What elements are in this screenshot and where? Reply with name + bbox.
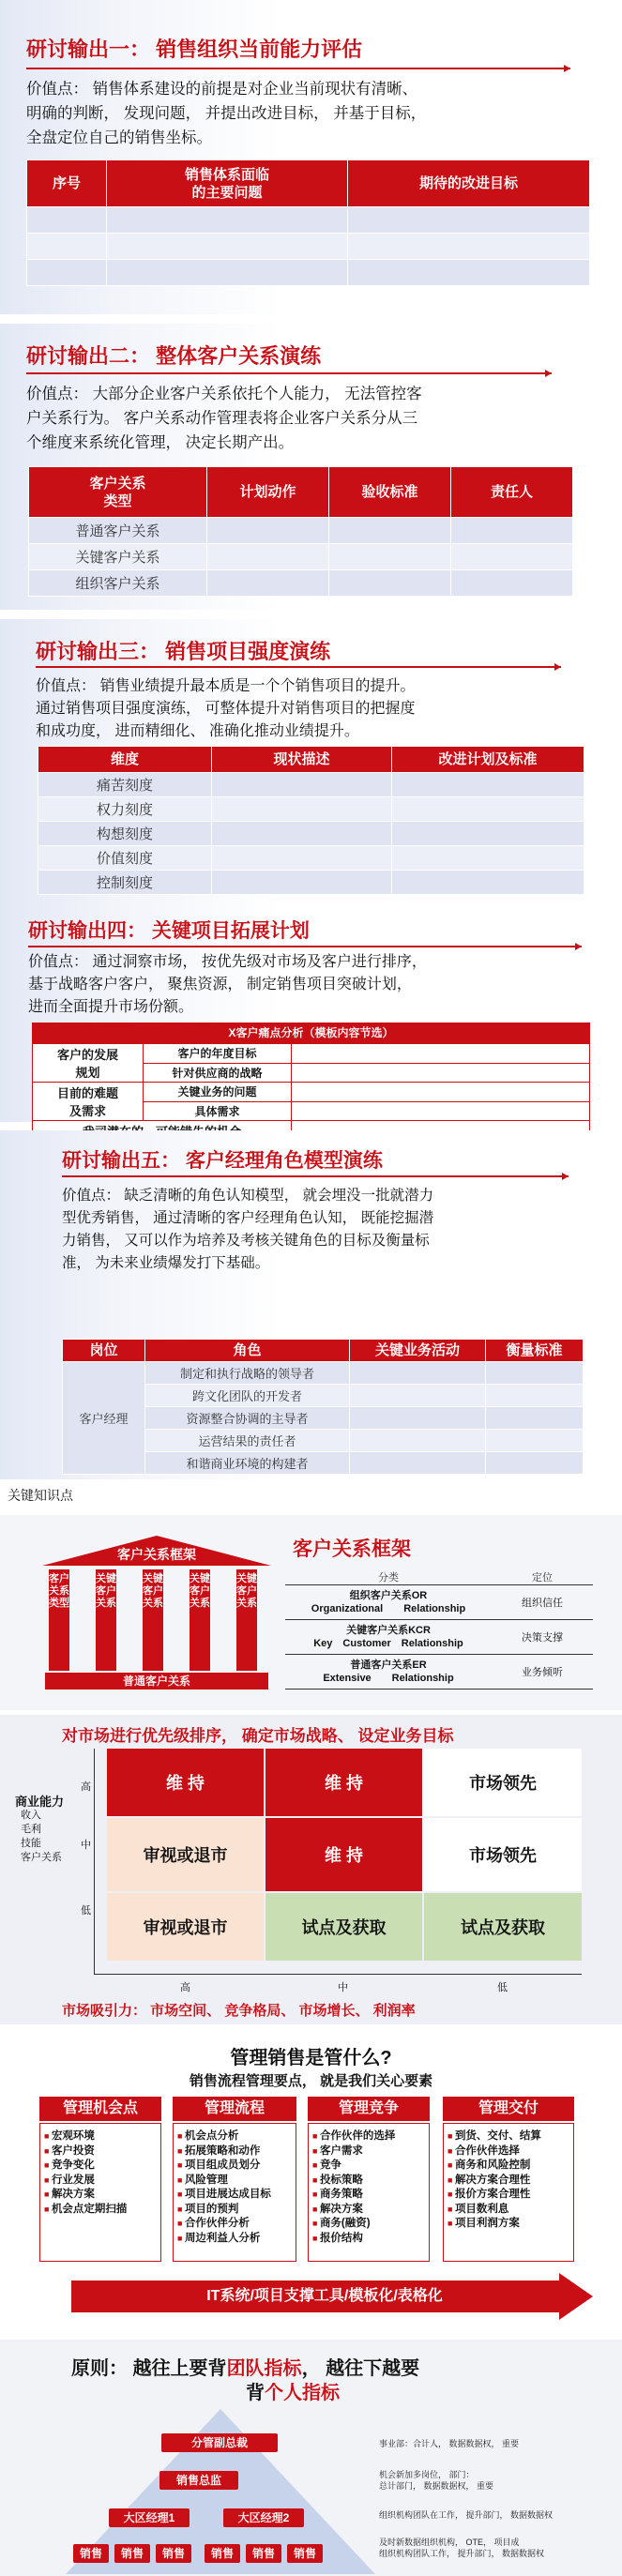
slide-2: [0, 324, 622, 610]
value-text: 价值点： 销售业绩提升最本质是一个个销售项目的提升。 通过销售项目强度演练， 可整体提升对销售项目的把握度 和成功度， 进而精细化、 准确化推动业绩提升。: [36, 678, 416, 739]
matrix-cell: 审视或退市: [107, 1893, 264, 1961]
column-box: ■ 宏观环境 ■ 客户投资 ■ 竞争变化 ■ 行业发展 ■ 解决方案 ■ 机会点定期扫描: [39, 2123, 161, 2262]
column-box: ■ 到货、交付、结算 ■ 合作伙伴选择 ■ 商务和风险控制 ■ 解决方案合理性 ■ 报价方案合理性 ■ 项目数利息 ■ 项目利润方案: [443, 2123, 574, 2262]
title-underline: [28, 946, 582, 947]
level-note: 组织机构团队在工作， 提升部门， 数据数据权: [379, 2510, 554, 2520]
y-tick: 高: [81, 1781, 91, 1793]
slide-title: 研讨输出一： 销售组织当前能力评估: [26, 38, 363, 61]
matrix-cell: 市场领先: [424, 1749, 582, 1816]
framework-title: 客户关系框架: [293, 1538, 411, 1560]
x-axis-footer: 市场吸引力： 市场空间、 竞争格局、 市场增长、 利润率: [62, 2003, 416, 2019]
column-head: 管理交付: [443, 2097, 574, 2121]
y-axis-line: [94, 1749, 95, 1974]
table-cell: [27, 260, 107, 286]
house-title: 客户关系框架: [117, 1547, 196, 1562]
matrix-cell: 维 持: [107, 1749, 264, 1816]
slide-title: 研讨输出二： 整体客户关系演练: [26, 344, 322, 368]
post-label: 客户经理: [63, 1362, 145, 1475]
col-header: 分类: [378, 1572, 399, 1583]
matrix-cell: 市场领先: [424, 1818, 582, 1891]
column-box: ■ 机会点分析 ■ 拓展策略和动作 ■ 项目组成员划分 ■ 风险管理 ■ 项目进展达成目标 ■ 项目的预判 ■ 合作伙伴分析 ■ 周边利益人分析: [173, 2123, 296, 2262]
pyramid-level-3: 大区经理2: [223, 2508, 304, 2527]
y-tick: 低: [81, 1905, 91, 1917]
slide-5: [0, 1130, 622, 1479]
matrix-cell: 维 持: [265, 1749, 422, 1816]
column-head: 管理竞争: [308, 2097, 430, 2121]
table-cell: [27, 207, 107, 234]
x-axis-line: [94, 1974, 582, 1975]
column-head: 管理机会点: [39, 2097, 161, 2121]
pyramid-level-4: 销售: [114, 2544, 150, 2563]
slide-title: 研讨输出五： 客户经理角色模型演练: [62, 1150, 383, 1172]
slide-title: 研讨输出四： 关键项目拓展计划: [28, 920, 310, 942]
row-label: 控制刻度: [38, 871, 212, 895]
slide-3: [0, 619, 622, 910]
matrix-cell: 试点及获取: [424, 1893, 582, 1961]
slide-title: 对市场进行优先级排序， 确定市场战略、 设定业务目标: [62, 1727, 454, 1745]
row-position: 组织信任: [522, 1598, 563, 1609]
matrix-cell: 审视或退市: [107, 1818, 264, 1891]
project-strength-table: [38, 746, 584, 895]
pillar: 关键客户关系: [96, 1569, 116, 1671]
pyramid-level-3: 大区经理1: [109, 2508, 190, 2527]
row-label: 价值刻度: [38, 846, 212, 871]
role-model-table: [62, 1339, 584, 1475]
pillar: 关键客户关系: [143, 1569, 163, 1671]
assessment-table: [26, 159, 590, 286]
col-header: 计划动作: [207, 467, 329, 518]
pyramid-level-4: 销售: [246, 2544, 281, 2563]
row-name: 关键客户关系KCR Key Customer Relationship: [313, 1625, 463, 1649]
slide-title: 研讨输出三： 销售项目强度演练: [36, 640, 331, 663]
col-header: 客户关系 类型: [29, 467, 207, 518]
table-cell: [107, 260, 348, 286]
row-label: 关键客户关系: [29, 544, 207, 570]
slide-subtitle: 销售流程管理要点， 就是我们关心要素: [189, 2073, 433, 2089]
table-title: X客户痛点分析（模板内容节选）: [33, 1023, 590, 1044]
role-label: 运营结果的责任者: [145, 1430, 350, 1452]
col-header: 责任人: [451, 467, 573, 518]
title-underline: [36, 666, 561, 668]
title-underline: [26, 68, 570, 69]
table-cell: [27, 234, 107, 260]
row-name: 组织客户关系OR Organizational Relationship: [311, 1590, 466, 1614]
value-text: 价值点： 销售体系建设的前提是对企业当前现状有清晰、 明确的判断， 发现问题， 并提出改进目标， 并基于目标， 全盘定位自己的销售坐标。: [26, 81, 427, 146]
slide-7: [0, 1715, 622, 2024]
value-text: 价值点： 通过洞察市场， 按优先级对市场及客户进行排序， 基于战略客户客户， 聚焦资源， 制定销售项目突破计划， 进而全面提升市场份额。: [28, 954, 427, 1015]
role-label: 资源整合协调的主导者: [145, 1407, 350, 1430]
col-header: 验收标准: [329, 467, 451, 518]
slide-9: [0, 2340, 622, 2576]
title-underline: [26, 372, 552, 374]
pillar: 关键客户关系: [190, 1569, 210, 1671]
col-header: 期待的改进目标: [348, 160, 590, 207]
row-label: 普通客户关系: [29, 518, 207, 544]
row-position: 决策支撑: [522, 1632, 563, 1644]
slide-6: [0, 1515, 622, 1710]
principle-title-line2: 背个人指标: [246, 2383, 340, 2403]
col-header: 现状描述: [212, 747, 392, 773]
col-header: 销售体系面临 的主要问题: [107, 160, 348, 207]
item-label: 客户的年度目标: [144, 1044, 292, 1064]
y-axis-label: 商业能力: [15, 1795, 65, 1809]
table-cell: [107, 234, 348, 260]
x-tick: 中: [338, 1982, 348, 1993]
framework-table: [285, 1569, 593, 1690]
group-label: 客户的发展 规划: [33, 1044, 144, 1083]
col-header: 改进计划及标准: [392, 747, 584, 773]
role-label: 制定和执行战略的领导者: [145, 1362, 350, 1385]
col-header: 岗位: [63, 1340, 145, 1362]
col-header: 定位: [532, 1572, 553, 1583]
group-label: 目前的难题 及需求: [33, 1083, 144, 1121]
value-text: 价值点： 缺乏清晰的角色认知模型， 就会埋没一批就潜力 型优秀销售， 通过清晰的客户经理角色认知， 既能挖掘潜 力销售， 又可以作为培养及考核关键角色的目标及衡量标 准， 为未来业绩爆发打下基础。: [62, 1188, 434, 1271]
col-header: 关键业务活动: [350, 1340, 486, 1362]
col-header: 衡量标准: [486, 1340, 584, 1362]
y-tick: 中: [81, 1840, 91, 1851]
table-cell: [348, 260, 590, 286]
role-label: 跨文化团队的开发者: [145, 1385, 350, 1407]
principle-title: 原则： 越往上要背团队指标， 越往下越要: [71, 2358, 420, 2379]
title-underline: [62, 1175, 569, 1177]
slide-8: [0, 2031, 622, 2334]
matrix-cell: 试点及获取: [265, 1893, 422, 1961]
pillar: 客户关系类型: [49, 1569, 69, 1671]
matrix-cell: 维 持: [265, 1818, 422, 1891]
level-note: 事业部：合计人， 数据数据权， 重要: [379, 2439, 520, 2448]
pyramid-level-4: 销售: [73, 2544, 109, 2563]
row-position: 业务倾听: [522, 1667, 563, 1678]
arrow-banner-text: IT系统/项目支撑工具/模板化/表格化: [206, 2288, 443, 2304]
y-axis-bullets: 收入 毛利 技能 客户关系: [21, 1810, 62, 1863]
row-label: 权力刻度: [38, 797, 212, 822]
slide-4: [0, 908, 622, 1122]
pyramid-level-4: 销售: [156, 2544, 191, 2563]
col-header: 序号: [27, 160, 107, 207]
row-label: 痛苦刻度: [38, 773, 212, 797]
relationship-table: [28, 466, 573, 597]
slide-title: 管理销售是管什么?: [230, 2048, 392, 2068]
item-label: 针对供应商的战略: [144, 1063, 292, 1083]
x-tick: 低: [497, 1982, 508, 1993]
slide-1: [0, 0, 622, 314]
item-label: 具体需求: [144, 1101, 292, 1121]
house-base: 普通客户关系: [45, 1673, 268, 1690]
house-pillars: [45, 1569, 268, 1671]
value-text: 价值点： 大部分企业客户关系依托个人能力， 无法管控客 户关系行为。 客户关系动作管理表将企业客户关系分从三 个维度来系统化管理， 决定长期产出。: [26, 386, 422, 451]
table-cell: [107, 207, 348, 234]
col-header: 维度: [38, 747, 212, 773]
row-label: 组织客户关系: [29, 570, 207, 597]
table-cell: [348, 234, 590, 260]
pillar: 关键客户关系: [236, 1569, 257, 1671]
column-head: 管理流程: [173, 2097, 296, 2121]
pyramid-level-1: 分管副总裁: [161, 2433, 278, 2452]
table-cell: [348, 207, 590, 234]
x-tick: 高: [180, 1982, 190, 1993]
pain-point-table: [32, 1023, 590, 1142]
role-label: 和谐商业环境的构建者: [145, 1452, 350, 1475]
pyramid-level-4: 销售: [287, 2544, 323, 2563]
column-box: ■ 合作伙伴的选择 ■ 客户需求 ■ 竞争 ■ 投标策略 ■ 商务策略 ■ 解决方案 ■ 商务(融资) ■ 报价结构: [308, 2123, 430, 2262]
col-header: 角色: [145, 1340, 350, 1362]
level-note: 及时新数据组织机构， OTE， 项目成 组织机构团队工作， 提升部门， 数据数据权: [379, 2538, 545, 2558]
pyramid-level-2: 销售总监: [159, 2471, 238, 2490]
row-name: 普通客户关系ER Extensive Relationship: [323, 1659, 454, 1684]
pyramid-level-4: 销售: [205, 2544, 240, 2563]
level-note: 机会新加多岗位， 部门： 总计部门， 数据数据权， 重要: [379, 2470, 494, 2491]
section-caption: 关键知识点: [8, 1488, 73, 1503]
row-label: 构想刻度: [38, 822, 212, 846]
item-label: 关键业务的问题: [144, 1083, 292, 1102]
